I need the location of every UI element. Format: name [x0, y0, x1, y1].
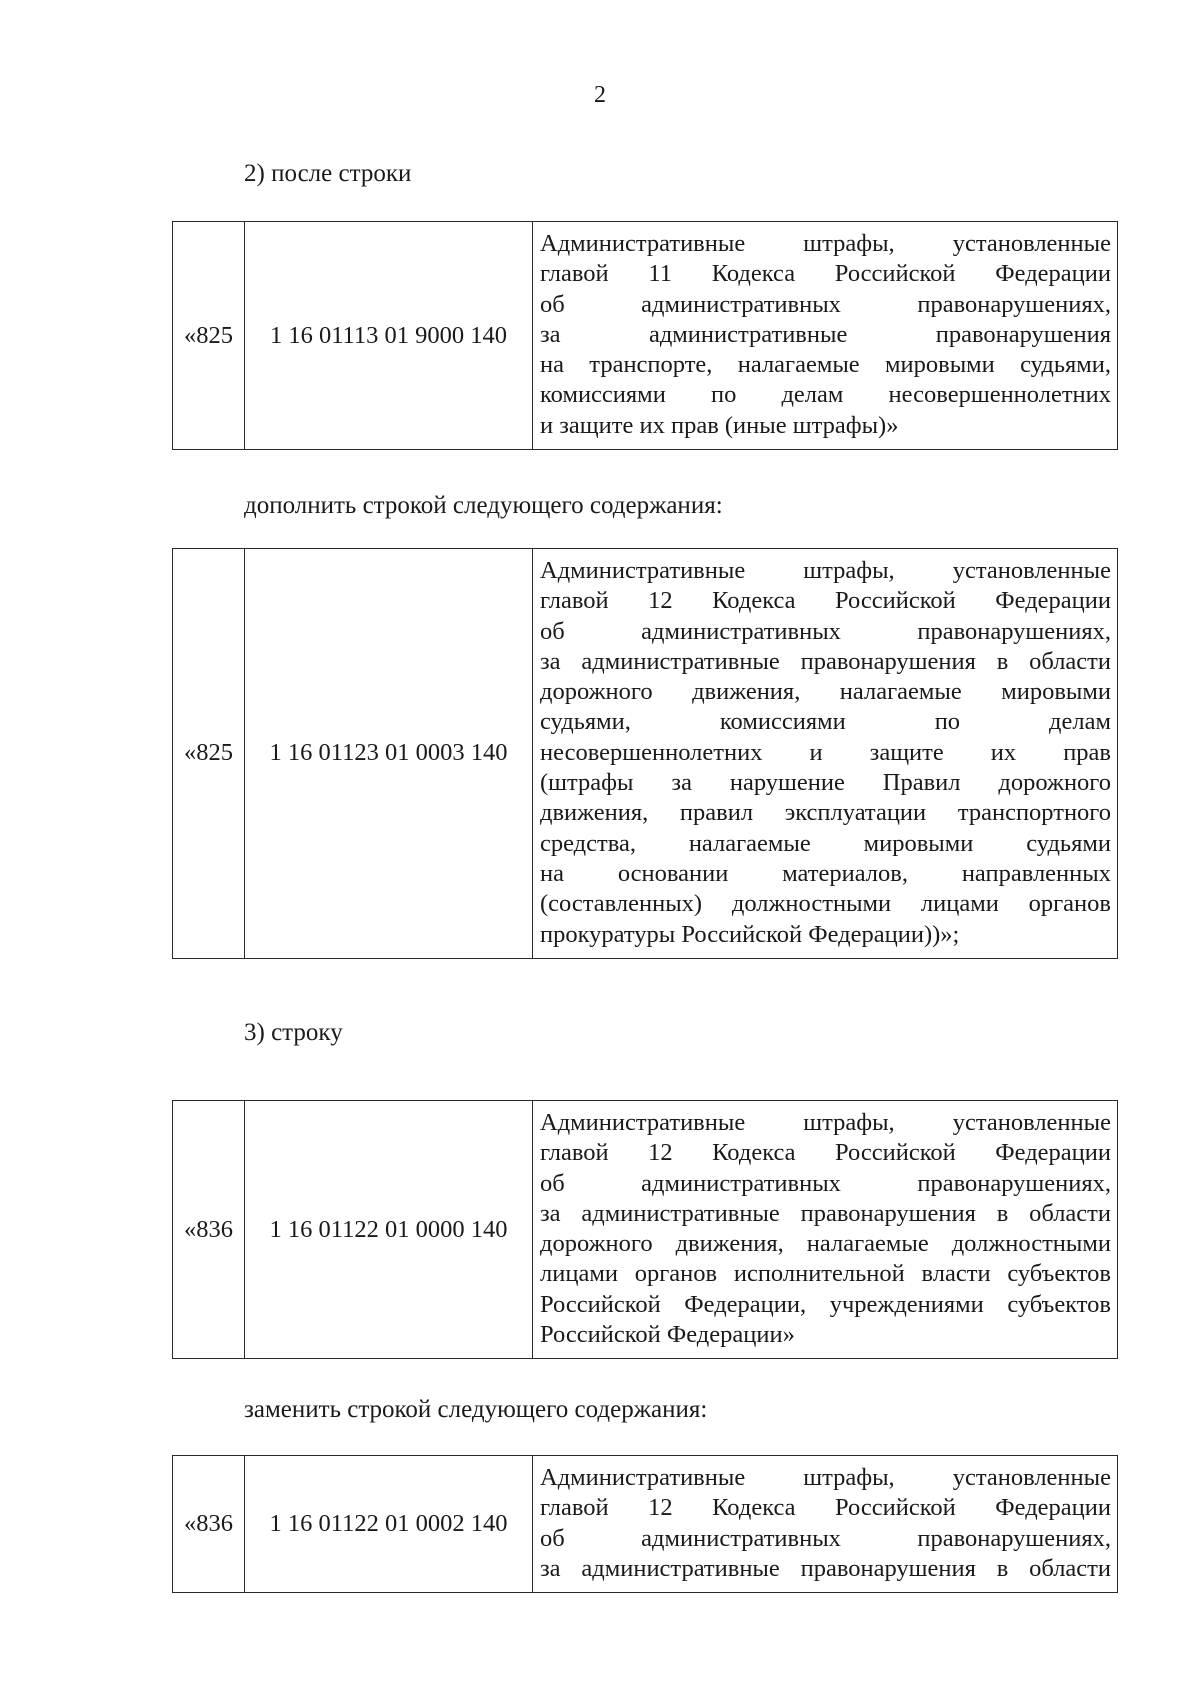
description-line: (составленных) должностными лицами органов: [540, 890, 1111, 918]
description-line: главой 12 Кодекса Российской Федерации: [540, 587, 1111, 615]
description-line: Российской Федерации, учреждениями субъектов: [540, 1290, 1111, 1318]
table-row-3: [172, 1100, 1118, 1359]
row-number: «836: [173, 1456, 245, 1593]
description-line: движения, правил эксплуатации транспортного: [540, 799, 1111, 827]
description-line: Административные штрафы, установленные: [540, 1464, 1111, 1491]
description-line: Административные штрафы, установленные: [540, 557, 1111, 584]
row-description: [533, 1101, 1118, 1359]
row-number: «825: [173, 222, 245, 450]
description-line: об административных правонарушениях,: [540, 290, 1111, 318]
description-line: за административные правонарушения: [540, 320, 1111, 348]
description-line: лицами органов исполнительной власти субъектов: [540, 1260, 1111, 1288]
description-line: об административных правонарушениях,: [540, 1169, 1111, 1197]
description-line: главой 12 Кодекса Российской Федерации: [540, 1139, 1111, 1167]
description-line: Административные штрафы, установленные: [540, 230, 1111, 257]
budget-code: 1 16 01122 01 0000 140: [245, 1101, 533, 1359]
description-line: Административные штрафы, установленные: [540, 1109, 1111, 1136]
description-line: судьями, комиссиями по делам: [540, 708, 1111, 736]
description-line: прокуратуры Российской Федерации))»;: [540, 920, 960, 948]
description-line: дорожного движения, налагаемые мировыми: [540, 678, 1111, 706]
item-2-intro: 2) после строки: [244, 160, 412, 187]
table-row-4: [172, 1455, 1118, 1593]
item-3-intro: 3) строку: [244, 1019, 343, 1046]
budget-code: 1 16 01113 01 9000 140: [245, 222, 533, 450]
description-line: комиссиями по делам несовершеннолетних: [540, 381, 1111, 409]
description-line: об административных правонарушениях,: [540, 1524, 1111, 1552]
budget-code: 1 16 01122 01 0002 140: [245, 1456, 533, 1593]
description-line: на транспорте, налагаемые мировыми судьями,: [540, 351, 1111, 379]
replace-intro: заменить строкой следующего содержания:: [244, 1396, 708, 1423]
description-line: и защите их прав (иные штрафы)»: [540, 411, 899, 439]
budget-code: 1 16 01123 01 0003 140: [245, 549, 533, 959]
row-description: [533, 1456, 1118, 1593]
description-line: Российской Федерации»: [540, 1321, 795, 1349]
add-intro: дополнить строкой следующего содержания:: [244, 492, 723, 519]
page-number: 2: [594, 82, 606, 108]
table-row-1: [172, 221, 1118, 450]
description-line: дорожного движения, налагаемые должностными: [540, 1230, 1111, 1258]
description-line: главой 11 Кодекса Российской Федерации: [540, 260, 1111, 288]
description-line: (штрафы за нарушение Правил дорожного: [540, 769, 1111, 797]
description-line: на основании материалов, направленных: [540, 859, 1111, 887]
description-line: главой 12 Кодекса Российской Федерации: [540, 1494, 1111, 1522]
description-line: за административные правонарушения в области: [540, 647, 1111, 675]
row-number: «836: [173, 1101, 245, 1359]
description-line: несовершеннолетних и защите их прав: [540, 738, 1111, 766]
table-row-2: [172, 548, 1118, 959]
description-line: средства, налагаемые мировыми судьями: [540, 829, 1111, 857]
description-line: за административные правонарушения в области: [540, 1554, 1111, 1582]
row-number: «825: [173, 549, 245, 959]
description-line: за административные правонарушения в области: [540, 1199, 1111, 1227]
row-description: [533, 222, 1118, 450]
description-line: об административных правонарушениях,: [540, 617, 1111, 645]
row-description: [533, 549, 1118, 959]
